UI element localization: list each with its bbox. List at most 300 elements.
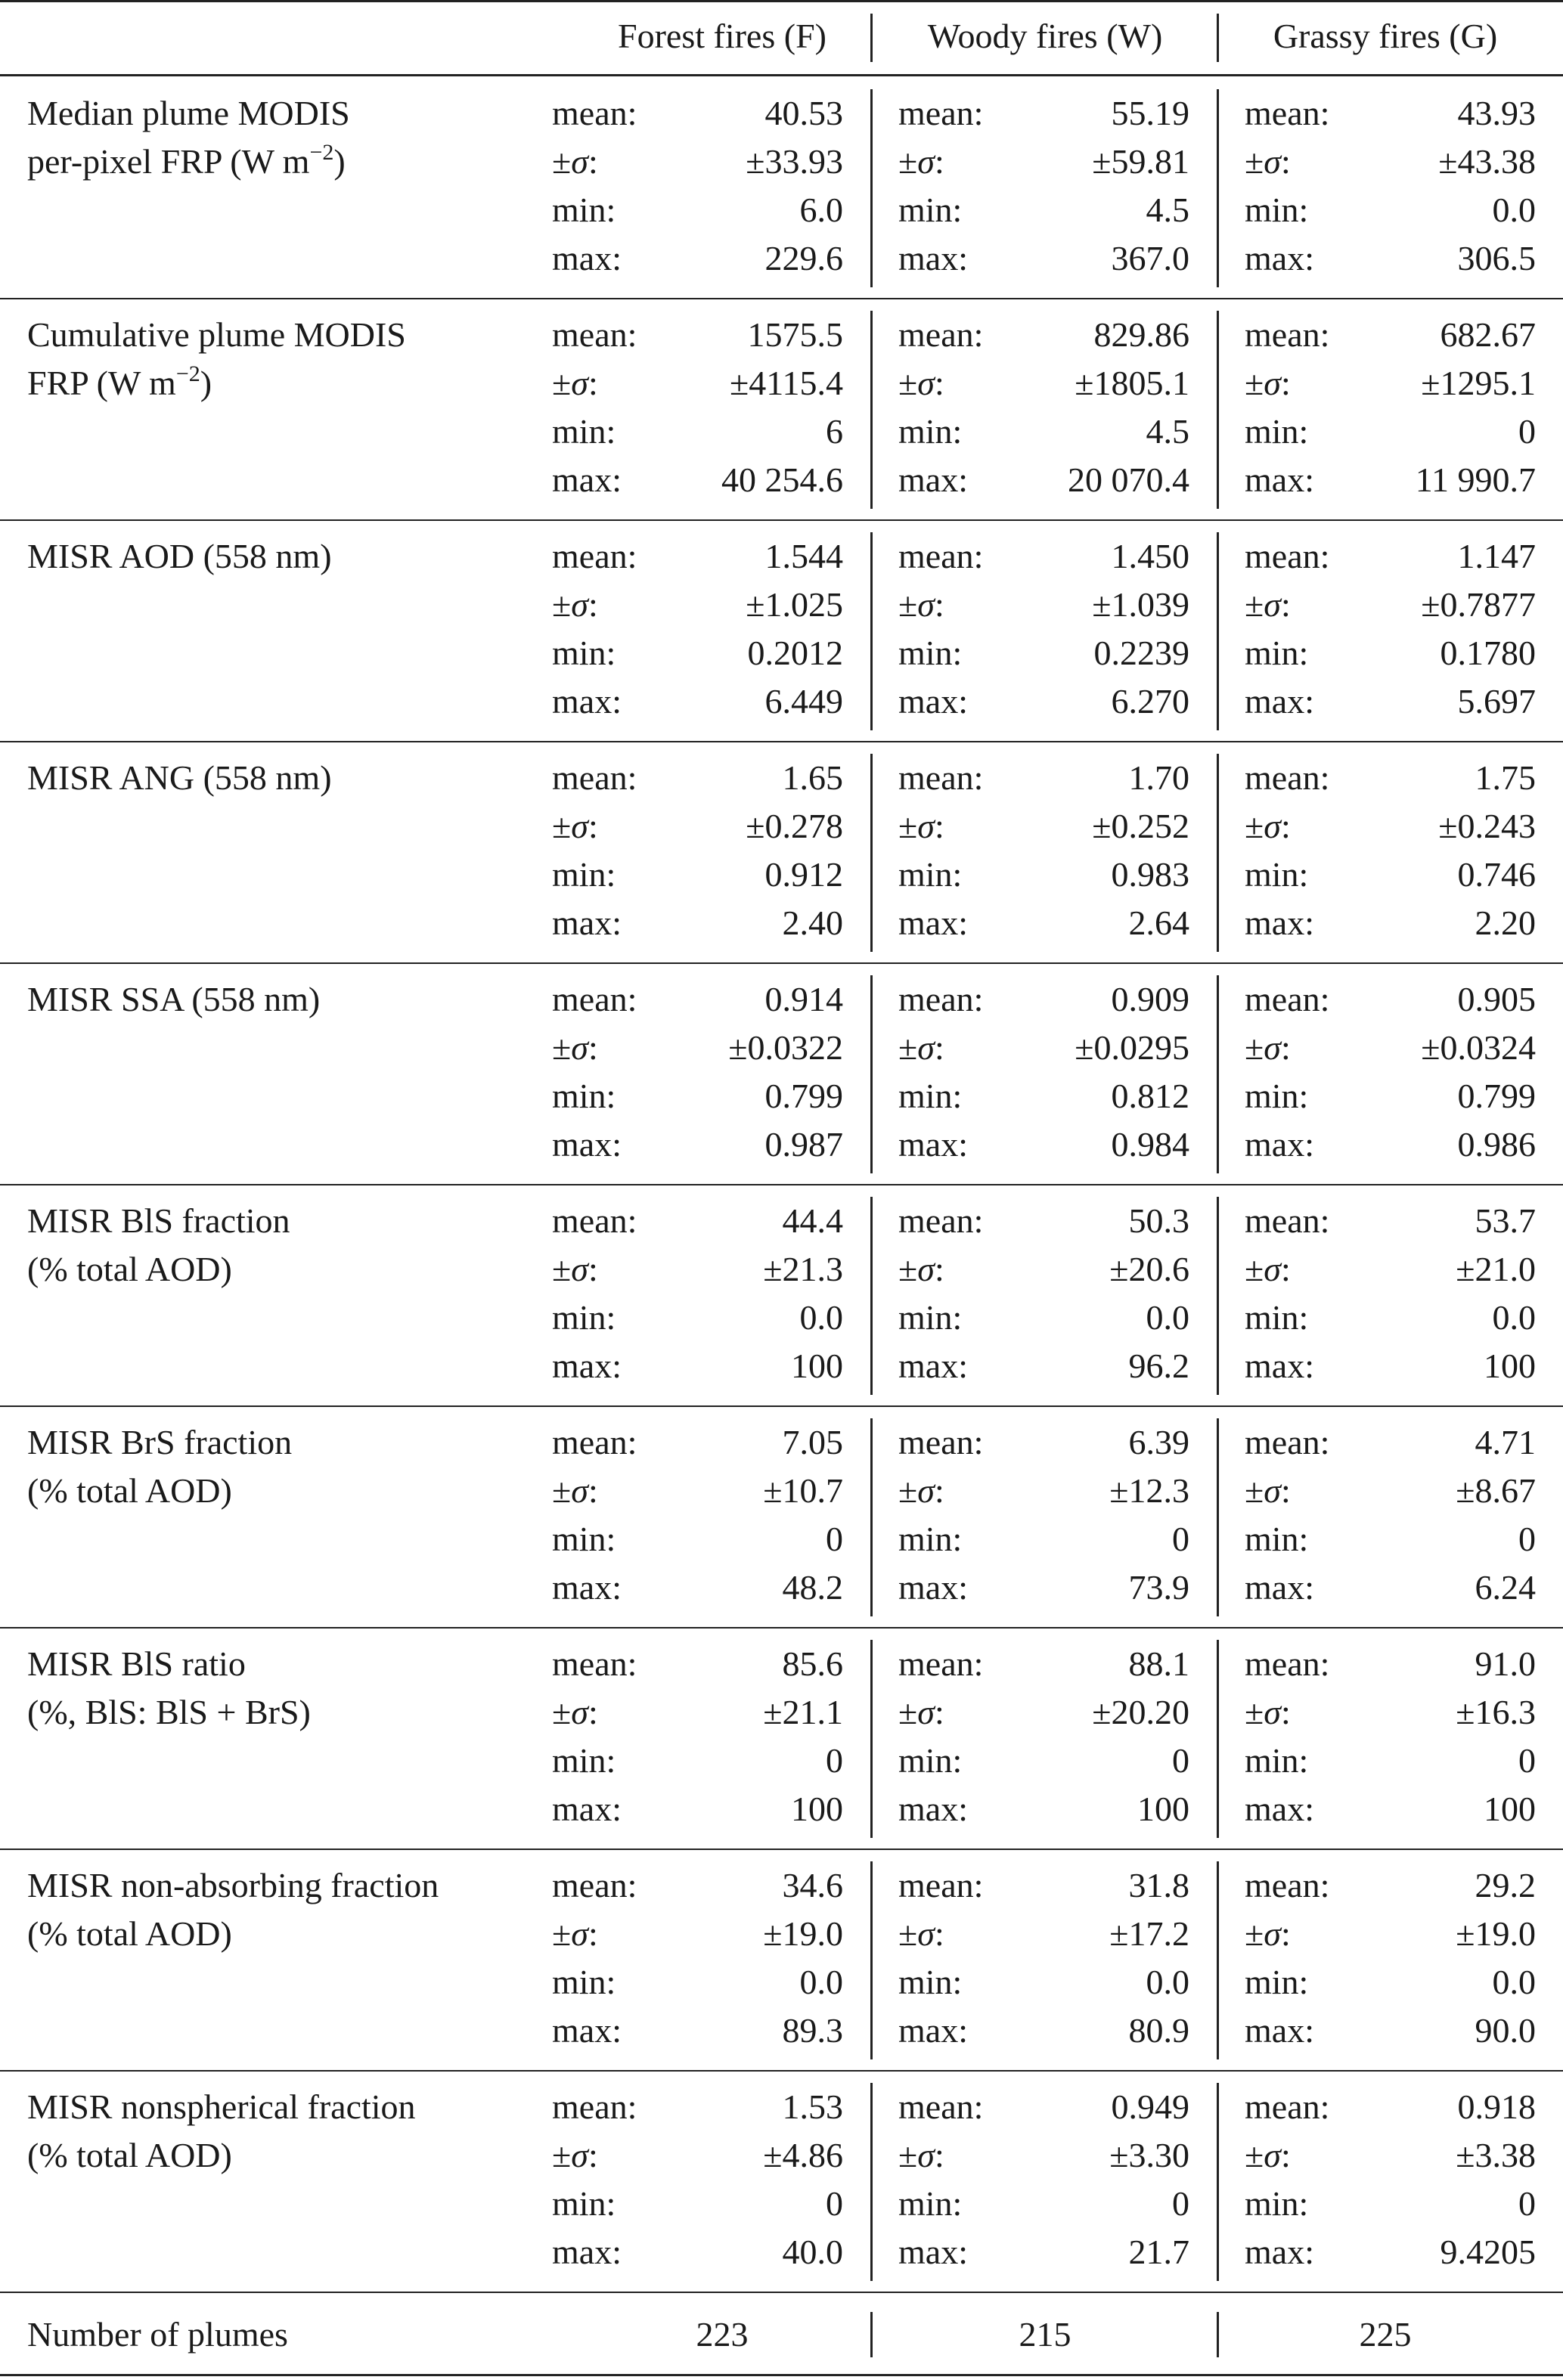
stat-value: 31.8: [1128, 1866, 1189, 1904]
stat-value: 1575.5: [747, 315, 843, 354]
row-title: MISR nonspherical fraction: [27, 2087, 416, 2126]
column-divider: [1217, 532, 1219, 730]
stat-label: mean:: [1245, 758, 1330, 797]
stat-label: mean:: [1245, 315, 1330, 354]
stat-value: 0.0: [1146, 1298, 1189, 1337]
stat-label: mean:: [552, 758, 637, 797]
row-title: Median plume MODIS: [27, 94, 350, 132]
stat-label: mean:: [898, 1866, 984, 1904]
stat-label: mean:: [552, 1201, 637, 1240]
stat-value: 0.746: [1457, 855, 1536, 894]
stat-label: mean:: [552, 1423, 637, 1461]
column-divider: [870, 1861, 873, 2059]
stat-value: ±0.7877: [1421, 585, 1536, 624]
stat-value: 100: [1484, 1790, 1536, 1828]
stat-label: min:: [1245, 1741, 1309, 1780]
stat-label: max:: [1245, 2011, 1314, 2050]
row-separator: [0, 741, 1563, 742]
stat-label: max:: [552, 682, 622, 721]
stat-value: 1.450: [1111, 537, 1189, 575]
stat-label: max:: [552, 1346, 622, 1385]
stat-label: ±σ:: [552, 1693, 598, 1731]
stat-label: ±σ:: [552, 2136, 598, 2174]
stat-label: min:: [1245, 1520, 1309, 1558]
column-divider: [1217, 14, 1219, 62]
stat-value: 229.6: [764, 239, 843, 277]
stat-value: 100: [791, 1346, 843, 1385]
stat-value: 100: [1484, 1346, 1536, 1385]
column-divider: [870, 311, 873, 509]
stat-label: ±σ:: [1245, 364, 1291, 402]
stat-label: ±σ:: [1245, 1914, 1291, 1953]
stat-value: ±0.243: [1438, 807, 1536, 845]
stat-label: min:: [552, 191, 616, 229]
stat-value: 1.70: [1128, 758, 1189, 797]
stat-label: ±σ:: [552, 585, 598, 624]
stat-value: 90.0: [1475, 2011, 1536, 2050]
stat-label: min:: [898, 1077, 963, 1115]
row-title: FRP (W $m^{-2}$): [27, 361, 212, 402]
plume-count: 215: [1019, 2315, 1071, 2354]
stat-label: mean:: [1245, 537, 1330, 575]
stat-value: 0.912: [764, 855, 843, 894]
stat-value: 0.905: [1457, 980, 1536, 1018]
stat-value: 2.40: [782, 903, 843, 942]
stat-label: ±σ:: [552, 807, 598, 845]
stat-label: mean:: [552, 1866, 637, 1904]
stat-value: ±0.0324: [1421, 1028, 1536, 1067]
column-divider: [870, 2312, 873, 2357]
row-title: MISR non-absorbing fraction: [27, 1866, 439, 1904]
stat-value: 2.64: [1128, 903, 1189, 942]
stat-value: 0: [1518, 1741, 1536, 1780]
column-header: Grassy fires (G): [1273, 17, 1498, 55]
stat-label: max:: [552, 1790, 622, 1828]
stat-value: 100: [1137, 1790, 1189, 1828]
stat-label: max:: [898, 2233, 968, 2271]
stat-value: ±1.025: [746, 585, 843, 624]
stat-label: ±σ:: [1245, 1471, 1291, 1510]
stat-value: 0: [826, 2184, 843, 2223]
stat-label: max:: [1245, 2233, 1314, 2271]
stat-value: ±3.38: [1456, 2136, 1536, 2174]
column-divider: [1217, 1640, 1219, 1838]
stat-value: ±10.7: [763, 1471, 843, 1510]
stat-value: 89.3: [782, 2011, 843, 2050]
stat-label: min:: [552, 412, 616, 451]
stat-value: 0: [826, 1741, 843, 1780]
stat-value: ±21.3: [763, 1250, 843, 1288]
stat-label: mean:: [898, 537, 984, 575]
stat-label: max:: [1245, 239, 1314, 277]
stat-label: max:: [898, 2011, 968, 2050]
stat-label: ±σ:: [898, 1471, 944, 1510]
stat-value: 4.5: [1146, 412, 1189, 451]
stat-value: ±4.86: [763, 2136, 843, 2174]
stat-value: 0.2239: [1093, 634, 1189, 672]
stat-label: ±σ:: [552, 142, 598, 181]
top-rule: [0, 0, 1563, 2]
stat-value: 0.0: [1146, 1963, 1189, 2001]
stat-value: 0.0: [1492, 1963, 1536, 2001]
row-separator: [0, 1627, 1563, 1629]
stat-label: min:: [552, 1741, 616, 1780]
stat-value: ±1805.1: [1075, 364, 1189, 402]
stat-label: mean:: [1245, 1866, 1330, 1904]
stat-value: 0.914: [764, 980, 843, 1018]
stat-label: max:: [1245, 460, 1314, 499]
row-title: MISR BlS ratio: [27, 1644, 246, 1683]
stat-label: max:: [1245, 1346, 1314, 1385]
stat-label: mean:: [898, 1201, 984, 1240]
stat-label: ±σ:: [1245, 1028, 1291, 1067]
row-separator: [0, 1184, 1563, 1185]
stat-value: ±0.278: [746, 807, 843, 845]
stat-label: max:: [552, 239, 622, 277]
row-separator: [0, 2070, 1563, 2072]
row-title: Cumulative plume MODIS: [27, 315, 406, 354]
stat-label: min:: [552, 634, 616, 672]
stat-label: max:: [898, 682, 968, 721]
stat-value: 0.2012: [747, 634, 843, 672]
row-title: MISR AOD (558 nm): [27, 537, 332, 575]
stat-value: 1.75: [1475, 758, 1536, 797]
stat-value: ±21.0: [1456, 1250, 1536, 1288]
stat-label: min:: [898, 1298, 963, 1337]
stat-value: 48.2: [782, 1568, 843, 1607]
column-header: Forest fires (F): [618, 17, 826, 55]
stat-value: ±1295.1: [1421, 364, 1536, 402]
stat-label: max:: [898, 1346, 968, 1385]
stat-value: 53.7: [1475, 1201, 1536, 1240]
stat-value: 1.147: [1457, 537, 1536, 575]
stat-value: 6.449: [764, 682, 843, 721]
stat-label: ±σ:: [898, 364, 944, 402]
stat-value: 80.9: [1128, 2011, 1189, 2050]
column-divider: [870, 754, 873, 952]
stat-value: 29.2: [1475, 1866, 1536, 1904]
stat-label: min:: [552, 855, 616, 894]
row-title: MISR BlS fraction: [27, 1201, 290, 1240]
stat-value: 4.71: [1475, 1423, 1536, 1461]
stat-label: mean:: [552, 315, 637, 354]
stat-value: 2.20: [1475, 903, 1536, 942]
column-divider: [1217, 2083, 1219, 2281]
stat-label: max:: [898, 1125, 968, 1164]
stat-value: ±8.67: [1456, 1471, 1536, 1510]
stat-value: 0.0: [1492, 191, 1536, 229]
column-divider: [1217, 754, 1219, 952]
stat-value: ±16.3: [1456, 1693, 1536, 1731]
stat-label: max:: [898, 1568, 968, 1607]
row-title: (%, BlS: BlS + BrS): [27, 1693, 311, 1731]
stat-label: ±σ:: [898, 807, 944, 845]
stat-value: 682.67: [1440, 315, 1536, 354]
stat-label: min:: [1245, 1298, 1309, 1337]
stat-label: ±σ:: [1245, 2136, 1291, 2174]
stat-label: min:: [552, 1298, 616, 1337]
stat-value: 0.949: [1111, 2087, 1189, 2126]
bottom-rule: [0, 2374, 1563, 2376]
stat-label: min:: [898, 1741, 963, 1780]
stat-value: 1.544: [764, 537, 843, 575]
stat-label: mean:: [552, 980, 637, 1018]
stat-label: min:: [1245, 1963, 1309, 2001]
stat-value: ±21.1: [763, 1693, 843, 1731]
row-separator: [0, 298, 1563, 299]
column-divider: [1217, 975, 1219, 1173]
stat-label: min:: [552, 1520, 616, 1558]
stat-label: ±σ:: [898, 585, 944, 624]
stat-value: 20 070.4: [1068, 460, 1189, 499]
stat-value: ±17.2: [1109, 1914, 1189, 1953]
stat-value: ±3.30: [1109, 2136, 1189, 2174]
stat-value: 0: [1518, 1520, 1536, 1558]
row-title: (% total AOD): [27, 1471, 232, 1510]
stat-value: 0.799: [764, 1077, 843, 1115]
stat-value: 0.986: [1457, 1125, 1536, 1164]
stat-label: min:: [1245, 1077, 1309, 1115]
stat-value: 829.86: [1093, 315, 1189, 354]
stat-label: mean:: [898, 1423, 984, 1461]
column-divider: [870, 2083, 873, 2281]
stat-label: min:: [552, 1077, 616, 1115]
stat-label: min:: [898, 855, 963, 894]
stat-label: mean:: [552, 2087, 637, 2126]
stat-value: ±0.252: [1092, 807, 1189, 845]
row-separator: [0, 1405, 1563, 1407]
stat-value: 0.812: [1111, 1077, 1189, 1115]
stat-label: mean:: [898, 94, 984, 132]
stat-label: ±σ:: [898, 1693, 944, 1731]
stat-label: min:: [898, 2184, 963, 2223]
stat-label: mean:: [898, 2087, 984, 2126]
stat-value: 0: [1172, 2184, 1189, 2223]
stat-label: max:: [552, 2233, 622, 2271]
stat-label: mean:: [1245, 980, 1330, 1018]
stat-label: max:: [1245, 1568, 1314, 1607]
row-separator: [0, 1849, 1563, 1850]
stat-label: mean:: [898, 315, 984, 354]
stat-label: ±σ:: [552, 1471, 598, 1510]
stat-value: 306.5: [1457, 239, 1536, 277]
stat-value: 0.983: [1111, 855, 1189, 894]
row-title: MISR SSA (558 nm): [27, 980, 321, 1018]
column-divider: [1217, 2312, 1219, 2357]
stat-label: ±σ:: [898, 1028, 944, 1067]
stat-label: mean:: [1245, 1201, 1330, 1240]
stat-value: 6.39: [1128, 1423, 1189, 1461]
stat-label: ±σ:: [898, 1250, 944, 1288]
stat-label: min:: [552, 2184, 616, 2223]
stat-value: 0: [1172, 1741, 1189, 1780]
stat-value: 40.0: [782, 2233, 843, 2271]
stat-label: mean:: [898, 758, 984, 797]
stat-value: ±19.0: [763, 1914, 843, 1953]
stat-value: 6.0: [799, 191, 843, 229]
column-divider: [1217, 1861, 1219, 2059]
stat-label: min:: [1245, 2184, 1309, 2223]
stat-label: ±σ:: [1245, 1250, 1291, 1288]
stat-value: 0.1780: [1440, 634, 1536, 672]
plume-count: 223: [696, 2315, 749, 2354]
stat-label: max:: [1245, 903, 1314, 942]
stat-value: 6.270: [1111, 682, 1189, 721]
stat-label: min:: [1245, 191, 1309, 229]
stat-label: max:: [898, 239, 968, 277]
stat-label: min:: [1245, 855, 1309, 894]
stat-label: mean:: [552, 1644, 637, 1683]
stat-label: ±σ:: [898, 2136, 944, 2174]
stat-label: max:: [1245, 1790, 1314, 1828]
stat-value: 100: [791, 1790, 843, 1828]
row-separator: [0, 2292, 1563, 2293]
stat-label: mean:: [552, 537, 637, 575]
stat-value: 367.0: [1111, 239, 1189, 277]
row-title: (% total AOD): [27, 1250, 232, 1288]
stat-value: ±0.0322: [728, 1028, 843, 1067]
stat-label: max:: [552, 1125, 622, 1164]
stat-value: 43.93: [1457, 94, 1536, 132]
stat-label: max:: [1245, 1125, 1314, 1164]
stat-label: min:: [898, 634, 963, 672]
stat-value: 5.697: [1457, 682, 1536, 721]
stat-label: max:: [898, 460, 968, 499]
stat-value: ±59.81: [1092, 142, 1189, 181]
stat-value: ±33.93: [746, 142, 843, 181]
stat-label: mean:: [1245, 1423, 1330, 1461]
stat-label: ±σ:: [552, 1028, 598, 1067]
stat-value: 0.799: [1457, 1077, 1536, 1115]
stat-value: 91.0: [1475, 1644, 1536, 1683]
stat-value: 0: [826, 1520, 843, 1558]
row-separator: [0, 962, 1563, 964]
row-title: (% total AOD): [27, 1914, 232, 1953]
stat-value: ±19.0: [1456, 1914, 1536, 1953]
stat-value: 4.5: [1146, 191, 1189, 229]
stat-value: 40 254.6: [721, 460, 843, 499]
stat-label: mean:: [898, 1644, 984, 1683]
stat-value: 0: [1518, 412, 1536, 451]
stat-value: ±12.3: [1109, 1471, 1189, 1510]
column-header: Woody fires (W): [927, 17, 1163, 55]
stat-value: 50.3: [1128, 1201, 1189, 1240]
stat-value: 0.0: [1492, 1298, 1536, 1337]
column-divider: [1217, 1418, 1219, 1616]
stat-value: ±43.38: [1438, 142, 1536, 181]
column-divider: [870, 1418, 873, 1616]
stat-label: ±σ:: [552, 1914, 598, 1953]
stat-value: 0: [1172, 1520, 1189, 1558]
stat-value: 11 990.7: [1415, 460, 1536, 499]
stat-label: max:: [552, 903, 622, 942]
stat-value: 0.909: [1111, 980, 1189, 1018]
row-title: MISR ANG (558 nm): [27, 758, 332, 797]
stat-value: 1.53: [782, 2087, 843, 2126]
stat-value: 0.0: [799, 1298, 843, 1337]
stat-label: min:: [1245, 634, 1309, 672]
header-rule: [0, 74, 1563, 76]
stat-value: 0.987: [764, 1125, 843, 1164]
column-divider: [870, 89, 873, 287]
stat-value: 1.65: [782, 758, 843, 797]
stat-label: min:: [898, 191, 963, 229]
column-divider: [870, 1640, 873, 1838]
stat-label: mean:: [1245, 1644, 1330, 1683]
stat-label: max:: [552, 460, 622, 499]
stat-label: mean:: [898, 980, 984, 1018]
footer-label: Number of plumes: [27, 2315, 288, 2354]
stat-label: min:: [1245, 412, 1309, 451]
column-divider: [1217, 1197, 1219, 1395]
stat-label: min:: [898, 1520, 963, 1558]
stat-value: ±1.039: [1092, 585, 1189, 624]
stat-value: 7.05: [782, 1423, 843, 1461]
stat-value: ±4115.4: [729, 364, 843, 402]
stat-value: 9.4205: [1440, 2233, 1536, 2271]
stat-value: 85.6: [782, 1644, 843, 1683]
stat-label: ±σ:: [1245, 142, 1291, 181]
column-divider: [1217, 89, 1219, 287]
stat-label: min:: [898, 412, 963, 451]
stat-label: max:: [552, 2011, 622, 2050]
stat-value: 40.53: [764, 94, 843, 132]
stat-value: 44.4: [782, 1201, 843, 1240]
stat-value: 96.2: [1128, 1346, 1189, 1385]
column-divider: [870, 975, 873, 1173]
stat-label: ±σ:: [552, 364, 598, 402]
stat-label: ±σ:: [1245, 807, 1291, 845]
column-divider: [870, 1197, 873, 1395]
stat-value: ±20.6: [1109, 1250, 1189, 1288]
stat-value: 21.7: [1128, 2233, 1189, 2271]
stat-label: max:: [552, 1568, 622, 1607]
stat-value: 88.1: [1128, 1644, 1189, 1683]
stat-label: mean:: [552, 94, 637, 132]
stat-label: ±σ:: [1245, 585, 1291, 624]
row-separator: [0, 519, 1563, 521]
stat-label: ±σ:: [898, 142, 944, 181]
stat-value: ±20.20: [1092, 1693, 1189, 1731]
stat-value: 6: [826, 412, 843, 451]
row-title: (% total AOD): [27, 2136, 232, 2174]
stat-value: 0: [1518, 2184, 1536, 2223]
stat-value: 73.9: [1128, 1568, 1189, 1607]
row-title: MISR BrS fraction: [27, 1423, 293, 1461]
stat-value: 0.984: [1111, 1125, 1189, 1164]
plume-count: 225: [1359, 2315, 1412, 2354]
stat-value: 55.19: [1111, 94, 1189, 132]
stat-value: ±0.0295: [1075, 1028, 1189, 1067]
stat-label: min:: [898, 1963, 963, 2001]
stat-label: min:: [552, 1963, 616, 2001]
stat-value: 0.0: [799, 1963, 843, 2001]
stat-value: 0.918: [1457, 2087, 1536, 2126]
column-divider: [870, 14, 873, 62]
stat-label: ±σ:: [1245, 1693, 1291, 1731]
column-divider: [870, 532, 873, 730]
row-title: per-pixel FRP (W $m^{-2}$): [27, 140, 346, 181]
stat-label: max:: [1245, 682, 1314, 721]
stat-label: mean:: [1245, 94, 1330, 132]
stat-label: ±σ:: [552, 1250, 598, 1288]
stat-label: ±σ:: [898, 1914, 944, 1953]
stat-label: max:: [898, 1790, 968, 1828]
stat-label: mean:: [1245, 2087, 1330, 2126]
stat-label: max:: [898, 903, 968, 942]
stat-value: 34.6: [782, 1866, 843, 1904]
column-divider: [1217, 311, 1219, 509]
